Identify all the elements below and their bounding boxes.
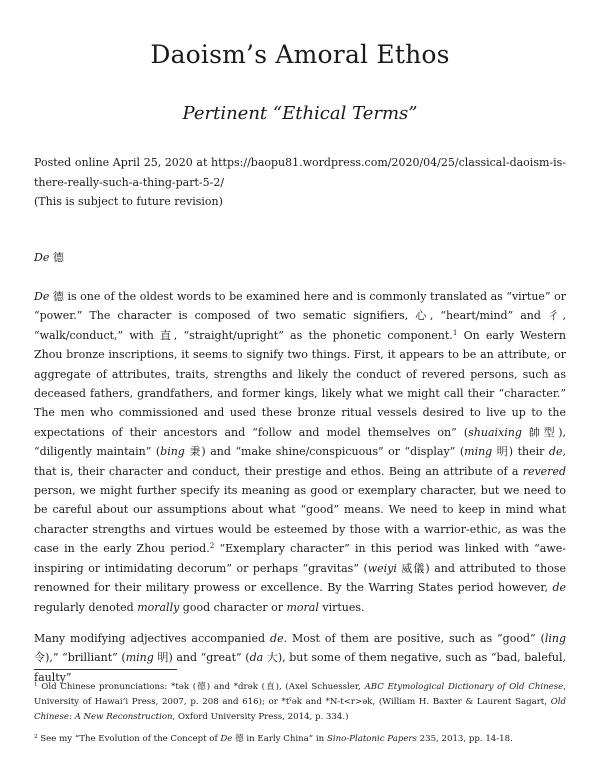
posting-info — [34, 153, 566, 212]
term-de: de — [270, 631, 284, 645]
text-run: virtues. — [318, 600, 365, 614]
footnote-divider — [34, 669, 177, 670]
term-de: de — [548, 445, 563, 459]
document-subtitle: Pertinent “Ethical Terms” — [182, 103, 418, 124]
revision-note: (This is subject to future revision) — [34, 195, 223, 208]
section-heading — [34, 249, 64, 265]
term-shuaixing: shuaixing — [468, 425, 522, 439]
footnote-1 — [34, 680, 566, 726]
text-run: 德 is one of the oldest words to be examined here and is commonly translated as “virtue” or “power.” The character is composed of two sematic signifiers, 心, “heart/mind” and 彳, “walk/conduct,” with 直, “straight/upright” as the phonetic component. — [34, 290, 566, 342]
paragraph-1 — [34, 287, 566, 617]
text-run: 秉) and “make shine/conspicuous” or “display” ( — [184, 445, 465, 459]
posted-url[interactable]: https://baopu81.wordpress.com/2020/04/25/classical-daoism-is-there-really-such-a-thing-part-5-2/ — [34, 156, 566, 189]
term-ling: ling — [544, 631, 566, 645]
text-run: 大), but some of them negative, such as “bad, baleful, faulty” — [34, 651, 566, 684]
text-run: See my “The Evolution of the Concept of — [37, 733, 221, 744]
document-title: Daoism’s Amoral Ethos — [150, 40, 450, 69]
text-run: . Most of them are positive, such as “good” ( — [283, 631, 545, 645]
footnote-ref-2[interactable]: 2 — [209, 541, 215, 551]
term-bing: bing — [160, 445, 185, 459]
posted-line — [34, 153, 566, 192]
footnote-number: 2 — [34, 733, 38, 740]
citation-title: Sino-Platonic Papers — [326, 733, 417, 744]
term-revered: revered — [522, 464, 566, 478]
text-run: person, we might further specify its meaning as good or exemplary character, but we need to be careful about our assumptions about what “good” means. We need to keep in mind what character strengths and virtues would be esteemed by those with a warrior-ethic, as was the case in the early Zhou period. — [34, 484, 566, 556]
term-de: De — [220, 733, 233, 744]
text-run: , that is, their character and conduct, their prestige and ethos. Being an attribute of a — [34, 445, 566, 478]
term-moral: moral — [286, 600, 319, 614]
term-ming: ming — [125, 651, 154, 665]
citation-title: ABC Etymological Dictionary of Old Chinese — [364, 682, 564, 692]
posted-prefix: Posted online April 25, 2020 at — [34, 156, 212, 169]
text-run: On early Western Zhou bronze inscriptions, it seems to signify two things. First, it appears to be an attribute, or aggregate of attributes, traits, strengths and likely the conduct of revered persons, such as deceased fathers, grandfathers, and former kings, likely what we might call their “character.” The men who commissioned and used these bronze ritual vessels desired to live up to the expectations of their ancestors and “follow and model themselves on” ( — [34, 328, 566, 439]
citation-title: Old Chinese: A New Reconstruction — [34, 697, 566, 723]
footnotes — [34, 680, 566, 747]
footnote-2 — [34, 732, 566, 747]
text-run: Old Chinese pronunciations: *tək (德) and *drək (直), (Axel Schuessler, — [37, 682, 365, 692]
section-term: De — [34, 251, 50, 264]
text-run: Many modifying adjectives accompanied — [34, 631, 271, 645]
text-run: 德 in Early China” in — [232, 733, 327, 744]
footnote-number: 1 — [34, 681, 38, 688]
body-text — [34, 287, 566, 687]
text-run: 明) and “great” ( — [153, 651, 250, 665]
term-weiyi: weiyi — [367, 561, 397, 575]
text-run: 235, 2013, pp. 14-18. — [416, 733, 513, 744]
paragraph-2 — [34, 629, 566, 687]
term-de: De — [34, 290, 50, 303]
text-run: 威儀) and attributed to those renowned for their military prowess or excellence. By the Warring States period however, — [34, 561, 566, 595]
text-run: , University of Hawai’i Press, 2007, p. 208 and 616); or *tˁək and *N-t<r>ək, (William H. Baxter & Laurent Sagart, — [34, 682, 566, 708]
text-run: “Exemplary character” in this period was linked with “awe-inspiring or intimidating decorum” or perhaps “gravitas” ( — [34, 542, 566, 575]
text-run: 令),” “brilliant” ( — [34, 651, 126, 665]
term-da: da — [249, 651, 264, 665]
text-run: , Oxford University Press, 2014, p. 334.) — [172, 712, 349, 723]
text-run: good character or — [179, 600, 287, 614]
term-morally: morally — [137, 600, 180, 614]
section-char: 德 — [52, 251, 64, 264]
text-run: 明) their — [492, 445, 549, 459]
text-run: 帥型), “diligently maintain” ( — [34, 425, 566, 459]
text-run: regularly denoted — [34, 600, 138, 614]
footnote-ref-1[interactable]: 1 — [452, 327, 458, 337]
term-de: de — [552, 581, 566, 595]
term-ming: ming — [464, 445, 493, 459]
